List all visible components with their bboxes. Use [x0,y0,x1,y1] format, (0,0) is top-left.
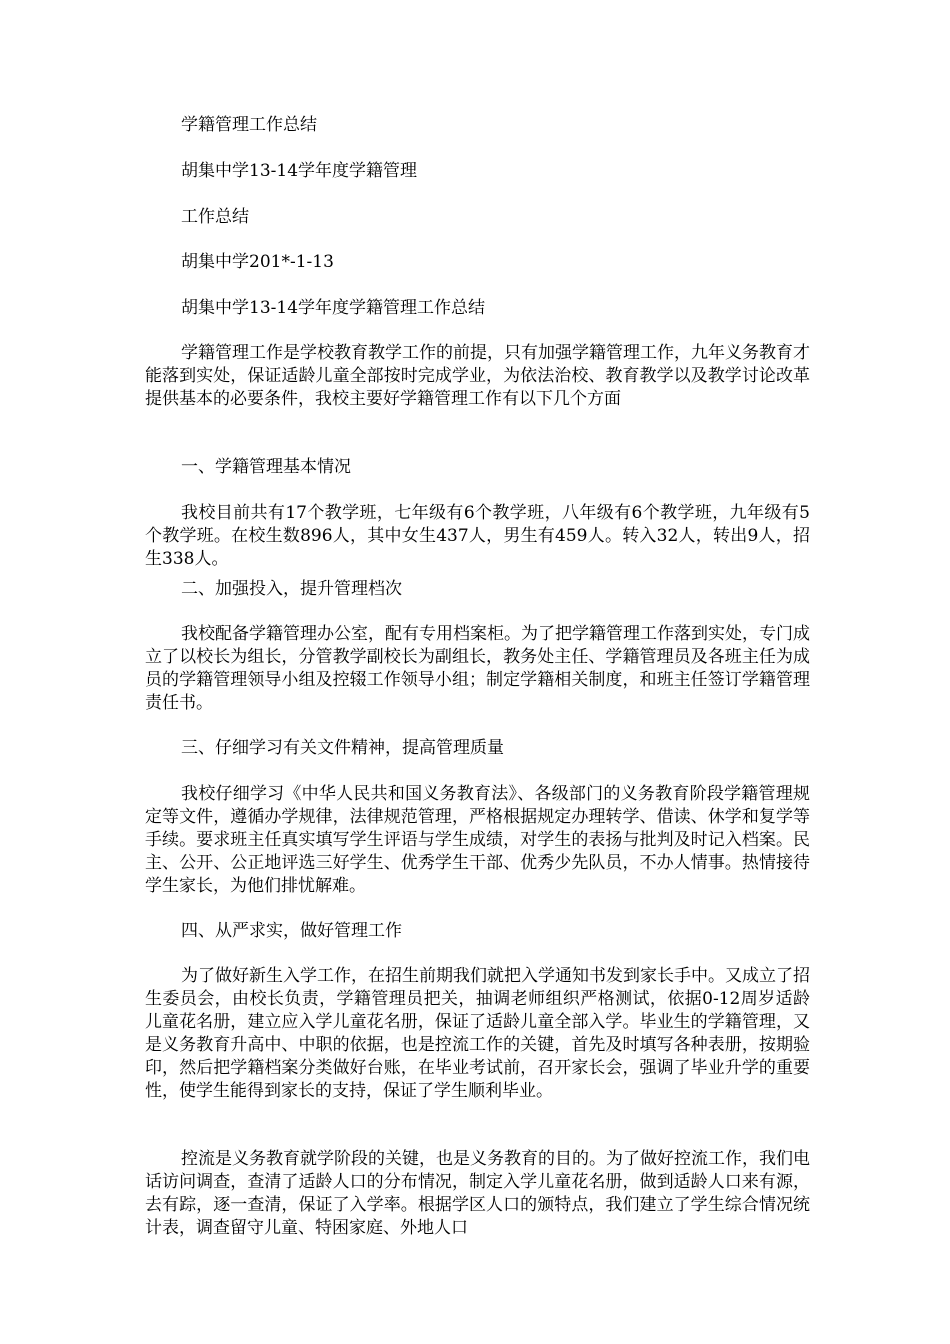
section-heading-3: 三、仔细学习有关文件精神，提高管理质量 [181,738,504,758]
doc-date-line: 胡集中学201*-1-13 [181,252,334,272]
section-body-3: 我校仔细学习《中华人民共和国义务教育法》、各级部门的义务教育阶段学籍管理规定等文件，遵循办学规律，法律规范管理，严格根据规定办理转学、借读、休学和复学等手续。要求班主任真实填写学生评语与学生成绩，对学生的表扬与批判及时记入档案。民主、公开、公正地评选三好学生、优秀学生干部、优秀少先队员，不办人情事。热情接待学生家长，为他们排忧解难。 [145,784,810,896]
doc-title: 胡集中学13-14学年度学籍管理工作总结 [181,298,486,318]
section-body-4: 为了做好新生入学工作，在招生前期我们就把入学通知书发到家长手中。又成立了招生委员会，由校长负责，学籍管理员把关，抽调老师组织严格测试，依据0-12周岁适龄儿童花名册，建立应入学儿童花名册，保证了适龄儿童全部入学。毕业生的学籍管理，又是义务教育升高中、中职的依据，也是控流工作的关键，首先及时填写各种表册，按期验印，然后把学籍档案分类做好台账，在毕业考试前，召开家长会，强调了毕业升学的重要性，使学生能得到家长的支持，保证了学生顺利毕业。 [145,966,810,1101]
section-heading-1: 一、学籍管理基本情况 [181,457,351,477]
doc-subheading: 胡集中学13-14学年度学籍管理 [181,161,418,181]
section-body-2: 我校配备学籍管理办公室，配有专用档案柜。为了把学籍管理工作落到实处，专门成立了以校长为组长，分管教学副校长为副组长，教务处主任、学籍管理员及各班主任为成员的学籍管理领导小组及控辍工作领导小组；制定学籍相关制度，和班主任签订学籍管理责任书。 [145,624,810,713]
intro-paragraph: 学籍管理工作是学校教育教学工作的前提，只有加强学籍管理工作，九年义务教育才能落到实处，保证适龄儿童全部按时完成学业，为依法治校、教育教学以及教学讨论改革提供基本的必要条件，我校主要好学籍管理工作有以下几个方面 [145,343,810,409]
doc-heading: 学籍管理工作总结 [181,115,317,135]
section-body-1: 我校目前共有17个教学班，七年级有6个教学班，八年级有6个教学班，九年级有5个教学班。在校生数896人，其中女生437人，男生有459人。转入32人，转出9人，招生338人。 [145,503,810,569]
doc-subheading-continued: 工作总结 [181,207,249,227]
section-body-5: 控流是义务教育就学阶段的关键，也是义务教育的目的。为了做好控流工作，我们电话访问调查，查清了适龄人口的分布情况，制定入学儿童花名册，做到适龄人口来有源，去有踪，逐一查清，保证了入学率。根据学区人口的颁特点，我们建立了学生综合情况统计表，调查留守儿童、特困家庭、外地人口 [145,1149,810,1238]
section-heading-4: 四、从严求实，做好管理工作 [181,921,402,941]
section-heading-2: 二、加强投入，提升管理档次 [181,579,402,599]
